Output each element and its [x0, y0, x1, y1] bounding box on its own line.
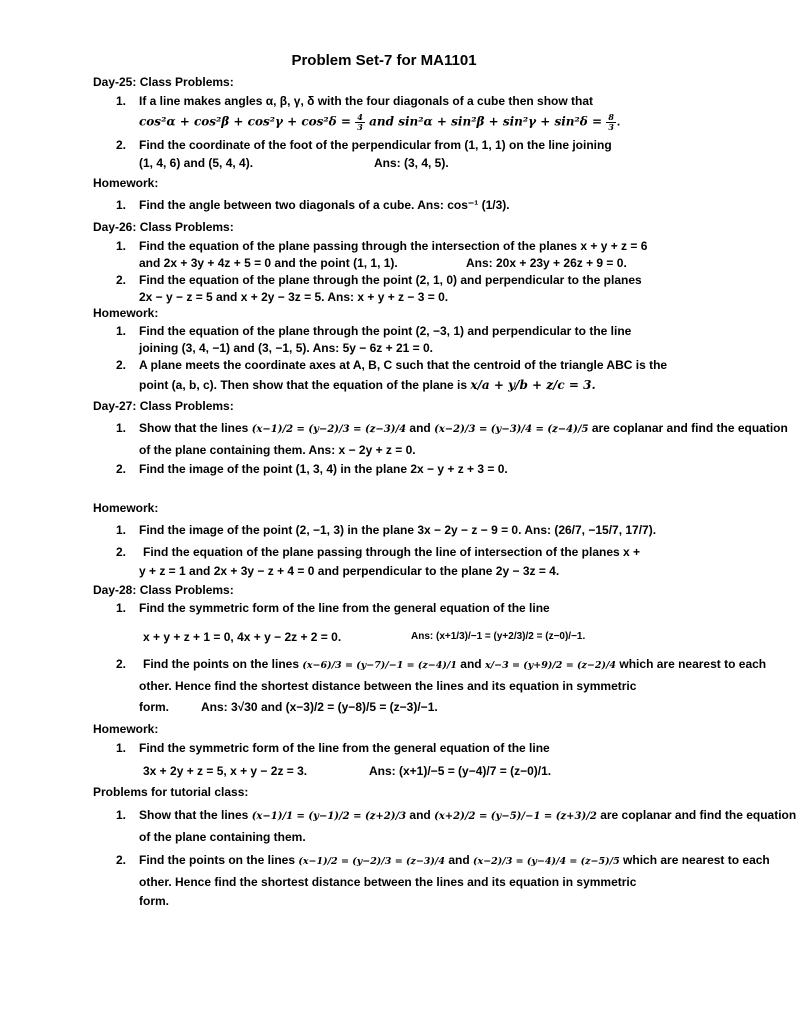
day26-p2-line2: 2x − y − z = 5 and x + 2y − 3z = 5. Ans: x + y + z − 3 = 0. [139, 290, 449, 304]
day28-p2-line-equation-2: x/−3 = (y+9)/2 = (z−2)/4 [484, 660, 617, 671]
tutorial-p1-line-equation-1: (x−1)/1 = (y−1)/2 = (z+2)/3 [251, 811, 407, 822]
tutorial-p1-line-equation-2: (x+2)/2 = (y−5)/−1 = (z+3)/2 [434, 811, 597, 822]
day26-hw2-line1: A plane meets the coordinate axes at A, B, C such that the centroid of the triangle ABC is the [139, 358, 668, 372]
day28-p2-line1 [143, 656, 766, 674]
fraction-numerator: 4 [357, 112, 363, 122]
day28-hw1-number: 1. [116, 741, 127, 755]
tutorial-p2-line1-start: Find the points on the lines [139, 853, 295, 867]
day27-hw2-line2: y + z = 1 and 2x + 3y − z + 4 = 0 and perpendicular to the plane 2y − 3z = 4. [139, 564, 560, 578]
day26-hw1-line2: joining (3, 4, −1) and (3, −1, 5). Ans: 5y − 6z + 21 = 0. [139, 341, 433, 355]
tutorial-p2-line2: other. Hence find the shortest distance between the lines and its equation in symmetric [139, 875, 637, 889]
day27-p2-line1: Find the image of the point (1, 3, 4) in the plane 2x − y + z + 3 = 0. [139, 462, 508, 476]
day26-p1-line2: and 2x + 3y + 4z + 5 = 0 and the point (1, 1, 1). [139, 256, 398, 270]
tutorial-p2-and: and [448, 853, 470, 867]
fraction-denominator: 3 [608, 122, 614, 132]
day26-hw2-number: 2. [116, 358, 127, 372]
day27-p1-line1-end: are coplanar and find the equation [591, 421, 788, 435]
day27-p1-and: and [409, 421, 431, 435]
day28-p1-line1: Find the symmetric form of the line from the general equation of the line [139, 601, 550, 615]
day27-p1-number: 1. [116, 421, 127, 435]
day28-p1-number: 1. [116, 601, 127, 615]
tutorial-p1-number: 1. [116, 808, 127, 822]
day27-p1-line2: of the plane containing them. Ans: x − 2y + z = 0. [139, 443, 416, 457]
tutorial-p1-line2: of the plane containing them. [139, 830, 306, 844]
day25-p2-answer: Ans: (3, 4, 5). [374, 156, 449, 170]
day25-p1-line2: cos²α + cos²β + cos²γ + cos²δ = $\frac{4}{3}$ and sin²α + sin²β + sin²γ + sin²δ = $\frac{8}{3}$ . [139, 112, 621, 132]
day27-p1-line-equation-1: (x−1)/2 = (y−2)/3 = (z−3)/4 [251, 424, 407, 435]
day28-p2-number: 2. [116, 657, 127, 671]
tutorial-p1-line1-end: are coplanar and find the equation [600, 808, 796, 822]
day27-header: Day-27: Class Problems: [93, 399, 234, 413]
tutorial-p2-line1 [139, 852, 770, 870]
day25-p1-fraction-2 [606, 113, 616, 132]
day25-p2-number: 2. [116, 138, 127, 152]
day26-hw2-line2 [139, 377, 596, 393]
tutorial-p1-and: and [409, 808, 431, 822]
day25-p1-line1: If a line makes angles α, β, γ, δ with the four diagonals of a cube then show that [139, 94, 594, 108]
day25-hw1-number: 1. [116, 198, 127, 212]
day25-hw1-text: Find the angle between two diagonals of a cube. Ans: cos⁻¹ (1/3). [139, 198, 510, 212]
day25-p2-line1: Find the coordinate of the foot of the perpendicular from (1, 1, 1) on the line joining [139, 138, 612, 152]
day28-p1-answer: Ans: (x+1/3)/−1 = (y+2/3)/2 = (z−0)/−1. [411, 631, 586, 642]
day26-hw1-line1: Find the equation of the plane through the point (2, −3, 1) and perpendicular to the line [139, 324, 632, 338]
day26-p2-line1: Find the equation of the plane through the point (2, 1, 0) and perpendicular to the planes [139, 273, 642, 287]
day27-hw2-line1: Find the equation of the plane passing through the line of intersection of the planes x + [143, 545, 641, 559]
day27-hw1-number: 1. [116, 523, 127, 537]
day27-p1-line1-start: Show that the lines [139, 421, 249, 435]
tutorial-p2-line-equation-2: (x−2)/3 = (y−4)/4 = (z−5)/5 [473, 856, 620, 867]
day27-hw1-line1: Find the image of the point (2, −1, 3) in the plane 3x − 2y − z − 9 = 0. Ans: (26/7, −15/7, 17/7). [139, 523, 657, 537]
tutorial-p2-line3: form. [139, 894, 169, 908]
day27-p2-number: 2. [116, 462, 127, 476]
day27-p1-line1 [139, 420, 788, 438]
day25-p1-equation-cos: cos²α + cos²β + cos²γ + cos²δ = [139, 114, 351, 129]
tutorial-p2-number: 2. [116, 853, 127, 867]
day27-homework-header: Homework: [93, 501, 159, 515]
day26-homework-header: Homework: [93, 306, 159, 320]
day28-hw1-line2: 3x + 2y + z = 5, x + y − 2z = 3. [143, 764, 308, 778]
tutorial-header: Problems for tutorial class: [93, 785, 249, 799]
day25-p1-number: 1. [116, 94, 127, 108]
day28-p1-line2: x + y + z + 1 = 0, 4x + y − 2z + 2 = 0. [143, 630, 342, 644]
day28-header: Day-28: Class Problems: [93, 583, 234, 597]
day26-p1-number: 1. [116, 239, 127, 253]
day25-header: Day-25: Class Problems: [93, 75, 234, 89]
day28-p2-line1-end: which are nearest to each [619, 657, 767, 671]
day26-hw2-equation: x/a + y/b + z/c = 3. [470, 378, 596, 392]
day28-p2-line1-start: Find the points on the lines [143, 657, 299, 671]
day28-homework-header: Homework: [93, 722, 159, 736]
day28-p2-line2: other. Hence find the shortest distance between the lines and its equation in symmetric [139, 679, 637, 693]
tutorial-p1-line1 [139, 807, 796, 825]
day26-p1-answer: Ans: 20x + 23y + 26z + 9 = 0. [466, 256, 627, 270]
day27-p1-line-equation-2: (x−2)/3 = (y−3)/4 = (z−4)/5 [434, 424, 589, 435]
day26-p1-line1: Find the equation of the plane passing through the intersection of the planes x + y + z = 6 [139, 239, 648, 253]
day25-p1-equation-sin: and sin²α + sin²β + sin²γ + sin²δ = [369, 114, 602, 129]
day28-hw1-answer: Ans: (x+1)/−5 = (y−4)/7 = (z−0)/1. [369, 764, 552, 778]
day27-hw2-number: 2. [116, 545, 127, 559]
day28-p2-answer: Ans: 3√30 and (x−3)/2 = (y−8)/5 = (z−3)/−1. [201, 700, 438, 714]
day26-hw2-line2-text: point (a, b, c). Then show that the equation of the plane is [139, 378, 468, 392]
day28-hw1-line1: Find the symmetric form of the line from the general equation of the line [139, 741, 550, 755]
day25-p1-fraction-1 [355, 113, 365, 132]
tutorial-p2-line-equation-1: (x−1)/2 = (y−2)/3 = (z−3)/4 [298, 856, 445, 867]
day28-p2-line-equation-1: (x−6)/3 = (y−7)/−1 = (z−4)/1 [302, 660, 457, 671]
day28-p2-and: and [460, 657, 482, 671]
page-title: Problem Set-7 for MA1101 [291, 52, 477, 69]
day25-p2-line2: (1, 4, 6) and (5, 4, 4). [139, 156, 254, 170]
day26-hw1-number: 1. [116, 324, 127, 338]
day26-header: Day-26: Class Problems: [93, 220, 234, 234]
fraction-numerator: 8 [608, 112, 614, 122]
day26-p2-number: 2. [116, 273, 127, 287]
tutorial-p2-line1-end: which are nearest to each [623, 853, 770, 867]
fraction-denominator: 3 [357, 122, 363, 132]
tutorial-p1-line1-start: Show that the lines [139, 808, 249, 822]
day28-p2-line3: form. [139, 700, 169, 714]
day25-homework-header: Homework: [93, 176, 159, 190]
